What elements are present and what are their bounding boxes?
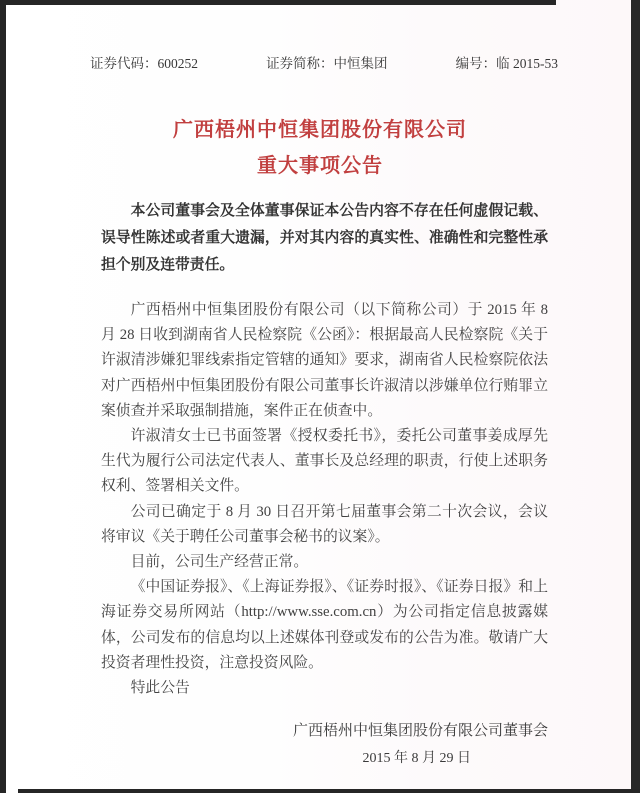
stock-name-label: 证券简称：中恒集团 <box>266 56 388 71</box>
body-paragraph: 广西梧州中恒集团股份有限公司（以下简称公司）于 2015 年 8 月 28 日收到湖南省人民检察院《公函》：根据最高人民检察院《关于许淑清涉嫌犯罪线索指定管辖的通知》要求，湖南省人民检察院依法对广西梧州中恒集团股份有限公司董事长许淑清以涉嫌单位行贿罪立案侦查并采取强制措施，案件正在侦查中。 <box>101 302 548 419</box>
announcement-title <box>0 112 640 184</box>
announcement-type-title: 重大事项公告 <box>257 155 383 177</box>
body-paragraph: 公司已确定于 8 月 30 日召开第七届董事会第二十次会议，会议将审议《关于聘任公司董事会秘书的议案》。 <box>101 503 548 545</box>
stock-code-label: 证券代码：600252 <box>90 56 198 71</box>
photo-edge-top <box>0 0 556 5</box>
announcement-body <box>101 298 548 701</box>
board-disclaimer: 本公司董事会及全体董事保证本公告内容不存在任何虚假记载、误导性陈述或者重大遗漏，并对其内容的真实性、准确性和完整性承担个别及连带责任。 <box>101 203 548 273</box>
signature-line: 广西梧州中恒集团股份有限公司董事会 <box>292 723 548 740</box>
company-name-title: 广西梧州中恒集团股份有限公司 <box>173 119 467 141</box>
body-paragraph: 《中国证券报》、《上海证券报》、《证券时报》、《证券日报》和上海证券交易所网站（http://www.sse.com.cn）为公司指定信息披露媒体，公司发布的信息均以上述媒体刊登或发布的公告为准。敬请广大投资者理性投资，注意投资风险。 <box>101 579 548 671</box>
securities-header <box>90 52 558 72</box>
body-paragraph: 许淑清女士已书面签署《授权委托书》，委托公司董事姜成厚先生代为履行公司法定代表人、董事长及总经理的职责，行使上述职务权利、签署相关文件。 <box>101 428 548 495</box>
closing-statement: 特此公告 <box>130 680 190 697</box>
photo-edge-bottom <box>18 789 640 793</box>
body-paragraph: 目前，公司生产经营正常。 <box>130 554 309 571</box>
signature-date: 2015 年 8 月 29 日 <box>362 751 471 767</box>
photo-edge-right <box>631 0 640 793</box>
photo-edge-left <box>0 0 6 793</box>
doc-number-label: 编号：临 2015-53 <box>455 56 558 71</box>
